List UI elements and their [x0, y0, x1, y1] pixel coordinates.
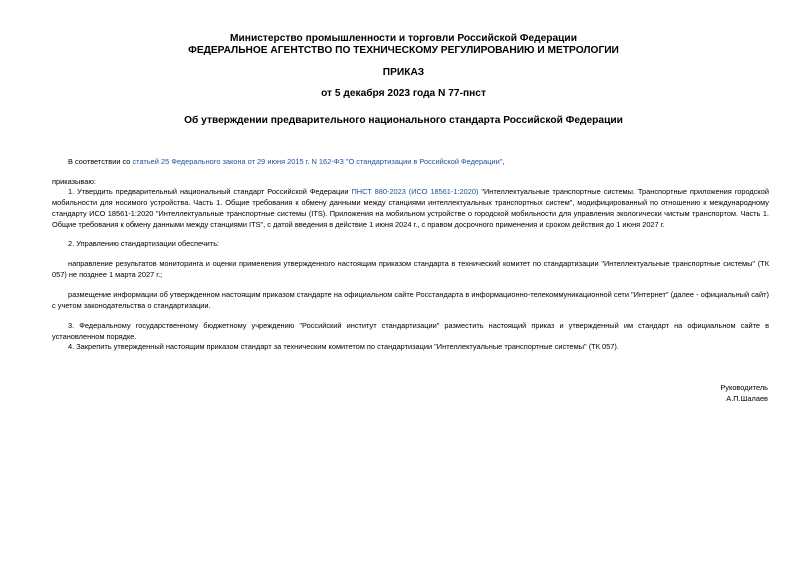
preamble — [52, 156, 769, 167]
standard-link[interactable]: ПНСТ 880-2023 (ИСО 18561-1:2020) — [351, 187, 479, 196]
document-type: ПРИКАЗ — [382, 67, 425, 78]
signature-name: А.П.Шалаев — [726, 394, 768, 403]
signature-role: Руководитель — [720, 383, 768, 392]
item-3: 3. Федеральному государственному бюджетному учреждению "Российский институт стандартизации" разместить настоящий приказ и утвержденный им стандарт на официальном сайте в установленном порядке. — [52, 321, 769, 341]
preamble-end: , — [502, 157, 505, 166]
item-2a: направление результатов мониторинга и оценки применения утвержденного настоящим приказом стандарта в технический комитет по стандартизации "Интеллектуальные транспортные системы" (ТК 057) не позднее 1 марта 2027 г.; — [52, 259, 769, 279]
item-2b: размещение информации об утвержденном настоящим приказом стандарте на официальном сайте Росстандарта в информационно-телекоммуникационной сети "Интернет" (далее - официальный сайт) с учетом законодательства о стандартизации. — [52, 290, 769, 310]
document-date-number: от 5 декабря 2023 года N 77-пнст — [321, 88, 486, 99]
item-1 — [52, 186, 769, 230]
document-subject: Об утверждении предварительного национального стандарта Российской Федерации — [184, 115, 623, 126]
item-2: 2. Управлению стандартизации обеспечить: — [68, 239, 220, 248]
federal-law-link[interactable]: статьей 25 Федерального закона от 29 июня 2015 г. N 162-ФЗ "О стандартизации в Российской Федерации" — [132, 157, 503, 166]
preamble-text: В соответствии со — [68, 157, 133, 166]
item-4: 4. Закрепить утвержденный настоящим приказом стандарт за техническим комитетом по стандартизации "Интеллектуальные транспортные системы" (ТК 057). — [68, 342, 619, 351]
item-1-rest: "Интеллектуальные транспортные системы. Транспортные приложения городской мобильности для носимого устройства. Часть 1. Общие требования к обмену данными между станциями интеллектуальных транспортных систем", модифицированный по отношению к международному стандарту ИСО 18561-1:2020 "Интеллектуальные транспортные системы (ITS). Приложения на мобильном устройстве о городской мобильности для управления экологически чистым транспортом. Часть 1. Общие требования к обмену данными между станциями ITS", с датой введения в действие 1 июня 2024 г., с правом досрочного применения и сроком действия до 1 июня 2027 г. — [52, 187, 769, 229]
ministry-title: Министерство промышленности и торговли Российской Федерации — [230, 33, 577, 44]
agency-title: ФЕДЕРАЛЬНОЕ АГЕНТСТВО ПО ТЕХНИЧЕСКОМУ РЕГУЛИРОВАНИЮ И МЕТРОЛОГИИ — [188, 45, 619, 56]
order-word: приказываю: — [52, 177, 96, 186]
item-1-text: 1. Утвердить предварительный национальный стандарт Российской Федерации — [68, 187, 352, 196]
